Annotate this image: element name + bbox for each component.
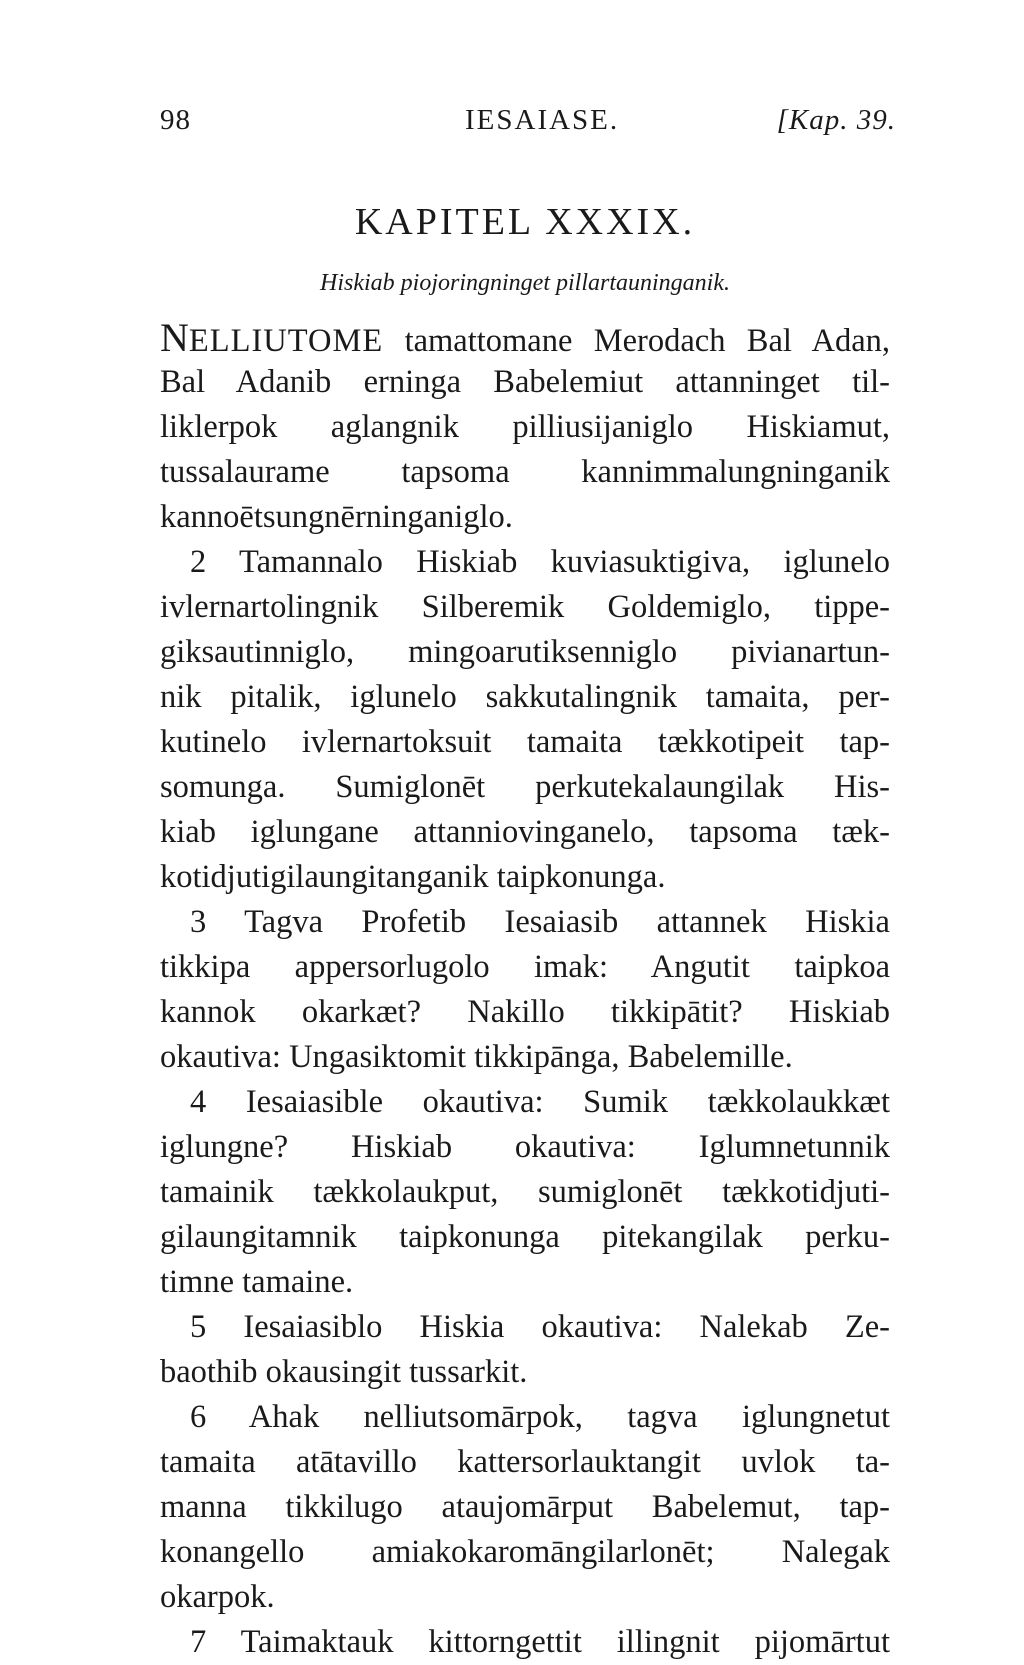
text-line: tussalaurame tapsoma kannimmalungninganik [160,454,890,490]
text-line: okarpok. [160,1579,275,1615]
text-line: kannok okarkæt? Nakillo tikkipātit? Hiskiab [160,994,890,1030]
text-line: kannoētsungnērninganiglo. [160,499,513,535]
text-line: okautiva: Ungasiktomit tikkipānga, Babelemille. [160,1039,793,1075]
verse-start-line: 4 Iesaiasible okautiva: Sumik tækkolaukkæt [190,1084,890,1120]
text-line: nik pitalik, iglunelo sakkutalingnik tamaita, per- [160,679,890,715]
text-line: timne tamaine. [160,1264,354,1300]
verse-start-line: 6 Ahak nelliutsomārpok, tagva iglungnetut [190,1399,890,1435]
text-line: tamainik tækkolaukput, sumiglonēt tækkotidjuti- [160,1174,890,1210]
text-line: kiab iglungane attanniovinganelo, tapsoma tæk- [160,814,890,850]
verse-start-line: 2 Tamannalo Hiskiab kuviasuktigiva, iglunelo [190,544,890,580]
text-line: baothib okausingit tussarkit. [160,1354,528,1390]
verse-start-line: 3 Tagva Profetib Iesaiasib attannek Hiskia [190,904,890,940]
text-line: iglungne? Hiskiab okautiva: Iglumnetunnik [160,1129,890,1165]
chapter-title: KAPITEL XXXIX. [354,201,696,243]
text-line: Bal Adanib erninga Babelemiut attanninget til- [160,364,890,400]
verse-start-line: 5 Iesaiasiblo Hiskia okautiva: Nalekab Ze- [190,1309,890,1345]
text-line: liklerpok aglangnik pilliusijaniglo Hiskiamut, [160,409,890,445]
text-line: tamaita atātavillo kattersorlauktangit uvlok ta- [160,1444,890,1480]
text-line: ivlernartolingnik Silberemik Goldemiglo, tippe- [160,589,890,625]
document-page [160,100,896,1660]
text-line: tikkipa appersorlugolo imak: Angutit taipkoa [160,949,890,985]
running-head [160,100,896,150]
line-remainder: tamattomane Merodach Bal Adan, [383,323,890,359]
text-line: kotidjutigilaungitanganik taipkonunga. [160,859,666,895]
book-title: IESAIASE. [465,104,620,136]
text-line: somunga. Sumiglonēt perkutekalaungilak His- [160,769,890,805]
text-line: manna tikkilugo ataujomārput Babelemut, tap- [160,1489,890,1525]
chapter-reference: [Kap. 39. [776,104,896,136]
first-word-smallcaps: ELLIUTOME [188,323,384,359]
verse-start-line: 7 Taimaktauk kittorngettit illingnit pijomārtut [190,1624,890,1660]
body-text [160,315,890,1665]
text-line: gilaungitamnik taipkonunga pitekangilak perku- [160,1219,890,1255]
initial-letter: N [160,315,189,360]
text-line: konangello amiakokaromāngilarlonēt; Nalegak [160,1534,890,1570]
text-line: kutinelo ivlernartoksuit tamaita tækkotipeit tap- [160,724,890,760]
page-number: 98 [160,104,191,136]
chapter-summary: Hiskiab piojoringninget pillartauninganik. [320,270,730,296]
text-line: giksautinniglo, mingoarutiksenniglo pivianartun- [160,634,890,670]
text-line [160,315,890,360]
